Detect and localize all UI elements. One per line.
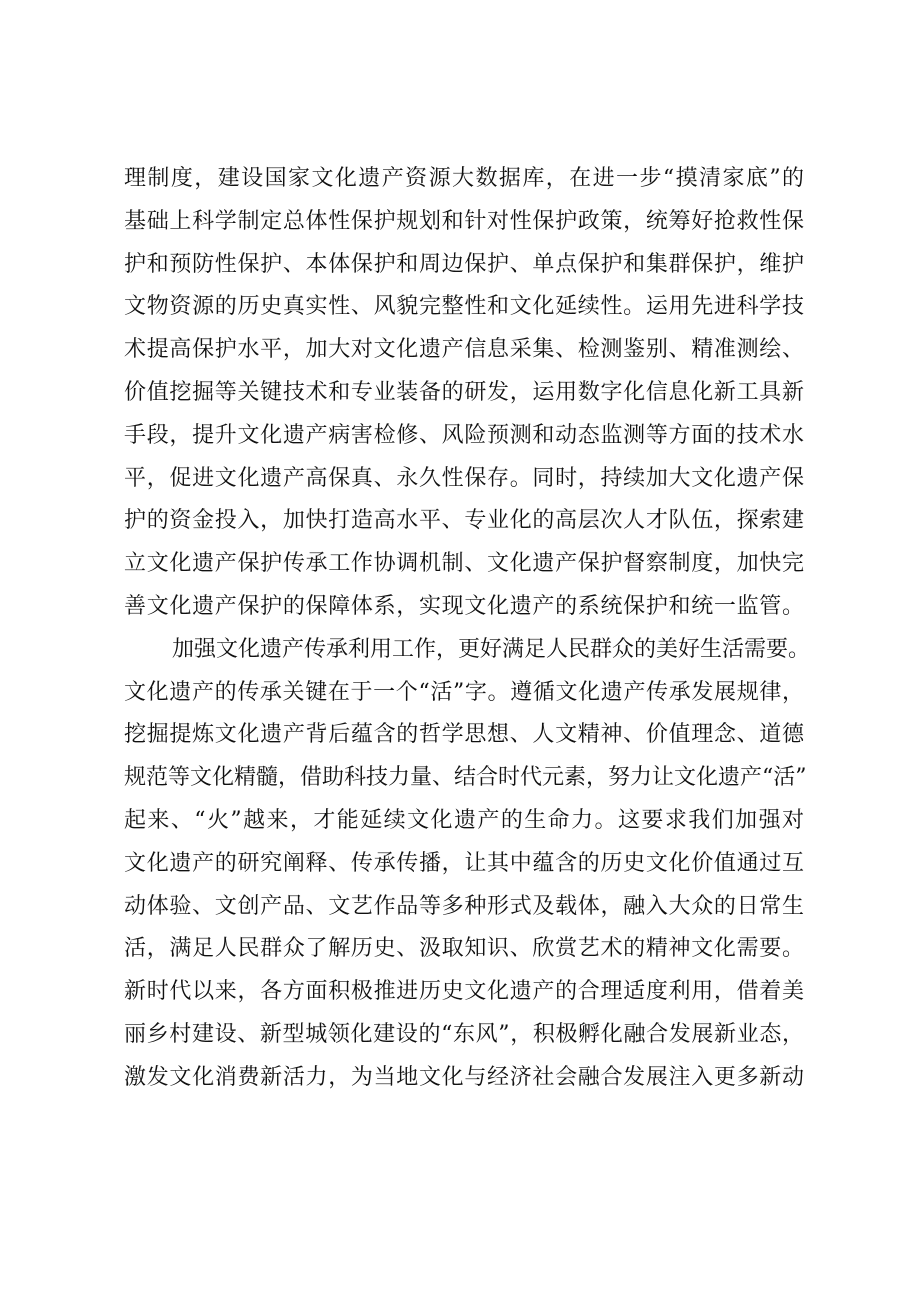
- text-line: 理制度，建设国家文化遗产资源大数据库，在进一步“摸清家底”的: [124, 166, 804, 191]
- text-line: 新时代以来，各方面积极推进历史文化遗产的合理适度利用，借着美: [124, 979, 804, 1005]
- text-line: 术提高保护水平，加大对文化遗产信息采集、检测鉴别、精准测绘、: [124, 337, 804, 363]
- text-line: 规范等文化精髓，借助科技力量、结合时代元素，努力让文化遗产“活”: [124, 765, 807, 791]
- text-line: 丽乡村建设、新型城领化建设的“东风”，积极孵化融合发展新业态，: [124, 1021, 804, 1047]
- text-line: 活，满足人民群众了解历史、汲取知识、欣赏艺术的精神文化需要。: [124, 936, 804, 962]
- text-line: 文化遗产的传承关键在于一个“活”字。遵循文化遗产传承发展规律，: [124, 679, 804, 705]
- text-line: 平，促进文化遗产高保真、永久性保存。同时，持续加大文化遗产保: [124, 465, 804, 491]
- text-line: 善文化遗产保护的保障体系，实现文化遗产的系统保护和统一监管。: [124, 593, 804, 619]
- text-line: 文化遗产的研究阐释、传承传播，让其中蕴含的历史文化价值通过互: [124, 850, 804, 876]
- text-line: 护的资金投入，加快打造高水平、专业化的高层次人才队伍，探索建: [124, 508, 804, 534]
- body-text: [124, 158, 811, 1100]
- text-line: 价值挖掘等关键技术和专业装备的研发，运用数字化信息化新工具新: [124, 379, 804, 405]
- text-line: 文物资源的历史真实性、风貌完整性和文化延续性。运用先进科学技: [124, 294, 804, 320]
- text-line: 护和预防性保护、本体保护和周边保护、单点保护和集群保护，维护: [124, 251, 804, 277]
- text-line: 起来、“火”越来，才能延续文化遗产的生命力。这要求我们加强对: [124, 807, 804, 833]
- text-line: 手段，提升文化遗产病害检修、风险预测和动态监测等方面的技术水: [124, 422, 804, 448]
- paragraph-heading-line: 加强文化遗产传承利用工作，更好满足人民群众的美好生活需要。: [172, 636, 811, 662]
- text-line: 基础上科学制定总体性保护规划和针对性保护政策，统筹好抢救性保: [124, 208, 804, 234]
- text-line: 动体验、文创产品、文艺作品等多种形式及载体，融入大众的日常生: [124, 893, 804, 919]
- text-line: 激发文化消费新活力，为当地文化与经济社会融合发展注入更多新动: [124, 1064, 804, 1090]
- text-line: 挖掘提炼文化遗产背后蕴含的哲学思想、人文精神、价值理念、道德: [124, 722, 804, 748]
- text-line: 立文化遗产保护传承工作协调机制、文化遗产保护督察制度，加快完: [124, 551, 804, 577]
